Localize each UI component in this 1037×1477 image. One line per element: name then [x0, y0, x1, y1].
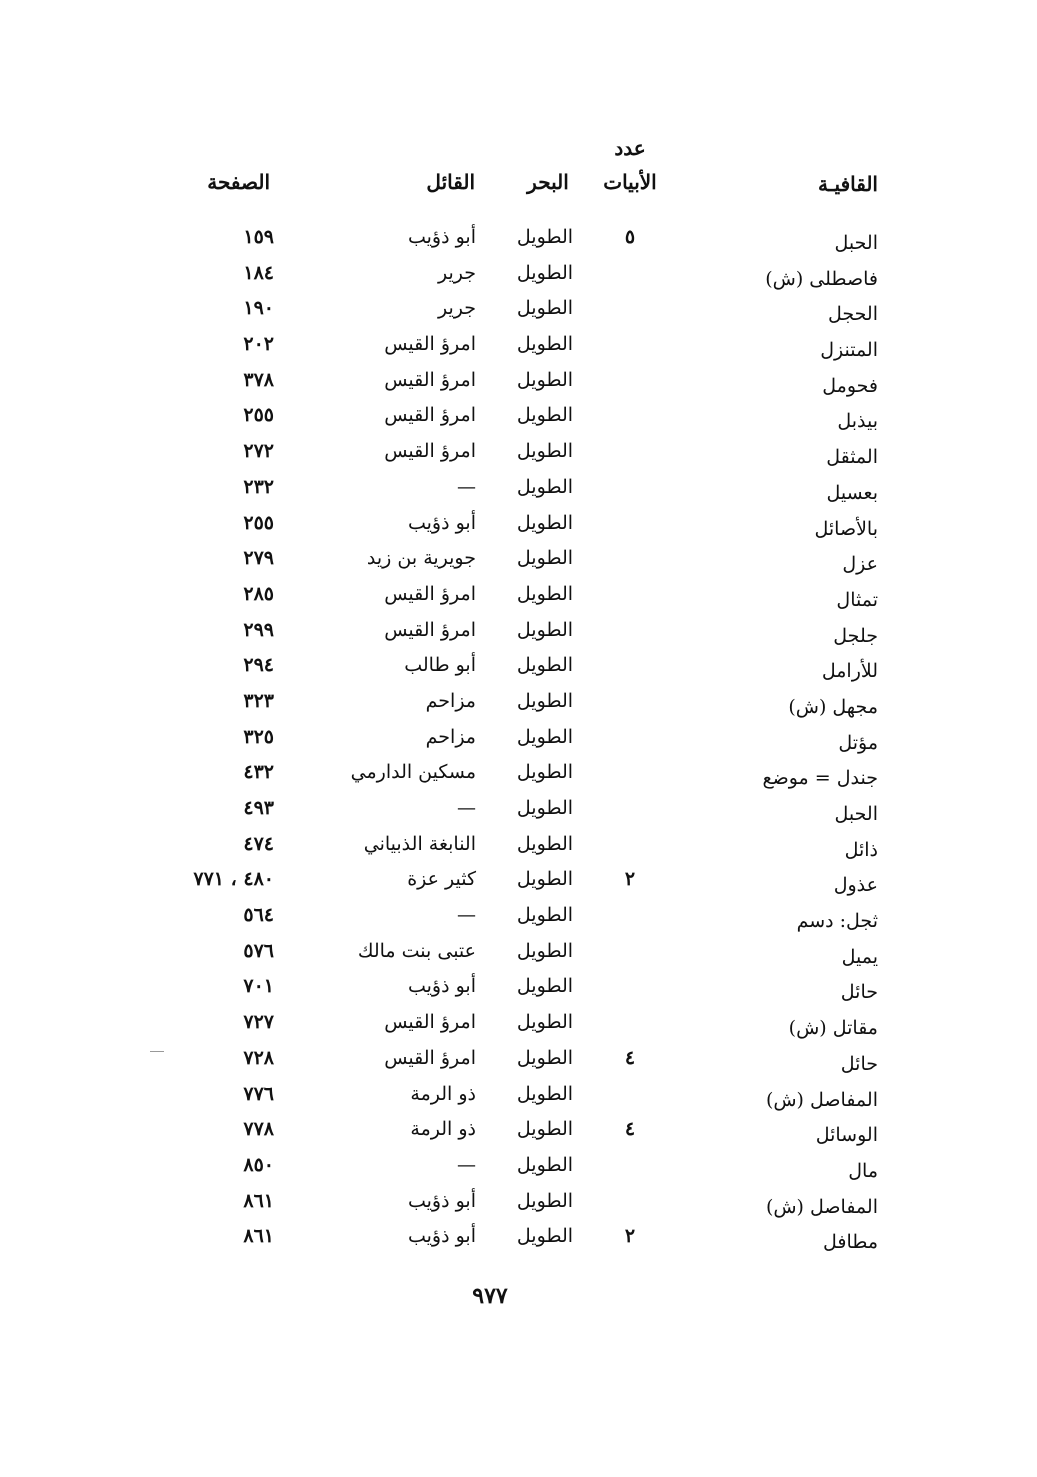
cell-bahr: الطويل	[516, 689, 574, 712]
cell-bahr: الطويل	[516, 904, 574, 927]
table-row	[0, 1011, 1037, 1047]
cell-qafia: المتنزل	[820, 339, 878, 362]
cell-qail: —	[457, 904, 476, 927]
cell-qafia: مطافل	[822, 1231, 878, 1254]
index-table	[0, 226, 1037, 1261]
cell-page: ٢٧٩	[243, 547, 274, 570]
header-qafia: القافيـة	[817, 172, 878, 196]
cell-qail: جرير	[438, 297, 476, 320]
cell-qafia: بعسيل	[826, 481, 878, 504]
cell-count: ٢	[624, 1225, 636, 1248]
cell-qail: كثير عزة	[407, 868, 476, 891]
cell-qail: مزاحم	[425, 689, 476, 712]
cell-page: ١٥٩	[243, 226, 274, 248]
cell-page: ٥٧٦	[243, 939, 274, 962]
cell-qail: عتبى بنت مالك	[357, 939, 476, 962]
cell-page: ٢٨٥	[243, 582, 274, 605]
table-row	[0, 333, 1037, 369]
cell-page: ٢٣٢	[243, 475, 274, 498]
table-row	[0, 1225, 1037, 1261]
cell-bahr: الطويل	[516, 547, 574, 570]
table-row	[0, 1047, 1037, 1083]
cell-qail: مزاحم	[425, 725, 476, 748]
cell-qafia: ذائل	[844, 838, 878, 861]
cell-qafia: المفاصل (ش)	[765, 1195, 878, 1218]
cell-page: ٣٢٥	[243, 725, 274, 748]
cell-page: ٢٥٥	[243, 404, 274, 427]
header-page: الصفحة	[207, 170, 270, 194]
cell-qafia: الحجل	[828, 303, 878, 326]
cell-count: ٤	[624, 1046, 636, 1069]
cell-bahr: الطويل	[516, 761, 574, 784]
cell-page: ٨٥٠	[243, 1153, 274, 1176]
cell-qafia: مال	[848, 1159, 878, 1182]
cell-count: ٢	[624, 868, 636, 891]
cell-qail: أبو ذؤيب	[407, 226, 476, 248]
cell-bahr: الطويل	[516, 297, 574, 320]
cell-page: ٤٧٤	[243, 832, 274, 855]
cell-qafia: الوسائل	[815, 1124, 878, 1147]
table-row	[0, 940, 1037, 976]
cell-qafia: تمثال	[836, 588, 878, 611]
cell-qafia: بيذبل	[837, 410, 878, 433]
table-row	[0, 833, 1037, 869]
cell-bahr: الطويل	[516, 333, 574, 356]
cell-qail: —	[457, 475, 476, 498]
cell-qail: أبو ذؤيب	[407, 511, 476, 534]
cell-bahr: الطويل	[516, 797, 574, 819]
cell-qafia: جندل = موضع	[762, 767, 878, 790]
cell-bahr: الطويل	[516, 261, 574, 284]
table-row	[0, 476, 1037, 512]
cell-bahr: الطويل	[516, 618, 574, 641]
table-row	[0, 369, 1037, 405]
cell-qail: مسكين الدارمي	[350, 761, 476, 784]
cell-qail: —	[457, 1153, 476, 1176]
cell-page: ١٩٠	[243, 297, 274, 320]
cell-page: ٧٠١	[243, 975, 274, 998]
table-row	[0, 904, 1037, 940]
cell-bahr: الطويل	[516, 1225, 574, 1248]
table-row	[0, 547, 1037, 583]
cell-qail: أبو طالب	[404, 654, 476, 677]
header-bahr: البحر	[527, 170, 569, 194]
cell-page: ٢٠٢	[243, 333, 274, 356]
cell-qafia: يميل	[841, 945, 878, 968]
cell-qafia: مجهل (ش)	[788, 695, 878, 718]
cell-page: ٢٩٤	[243, 654, 274, 677]
cell-qail: امرؤ القيس	[384, 404, 476, 427]
cell-page: ٨٦١	[243, 1225, 274, 1248]
table-row	[0, 726, 1037, 762]
cell-page: ٢٥٥	[243, 511, 274, 534]
table-row	[0, 690, 1037, 726]
cell-page: ٧٢٨	[243, 1046, 274, 1069]
cell-bahr: الطويل	[516, 511, 574, 534]
cell-bahr: الطويل	[516, 868, 574, 891]
cell-qail: أبو ذؤيب	[407, 1225, 476, 1248]
cell-qail: امرؤ القيس	[384, 582, 476, 605]
cell-qafia: الحبل	[834, 803, 878, 825]
cell-bahr: الطويل	[516, 1082, 574, 1105]
cell-page: ٨٦١	[243, 1189, 274, 1212]
table-row	[0, 226, 1037, 262]
cell-bahr: الطويل	[516, 582, 574, 605]
table-row	[0, 797, 1037, 833]
cell-bahr: الطويل	[516, 832, 574, 855]
cell-qafia: جلجل	[833, 624, 878, 647]
cell-bahr: الطويل	[516, 226, 574, 248]
cell-bahr: الطويل	[516, 475, 574, 498]
header-count-top: عدد	[614, 136, 646, 160]
page-number: ٩٧٧	[472, 1283, 508, 1309]
cell-count: ٤	[624, 1118, 636, 1141]
table-row	[0, 1190, 1037, 1226]
cell-qail: —	[457, 797, 476, 819]
cell-bahr: الطويل	[516, 368, 574, 391]
cell-bahr: الطويل	[516, 1189, 574, 1212]
cell-qail: امرؤ القيس	[384, 618, 476, 641]
cell-bahr: الطويل	[516, 725, 574, 748]
cell-qafia: حائل	[840, 981, 878, 1004]
cell-qail: امرؤ القيس	[384, 333, 476, 356]
cell-qafia: مقاتل (ش)	[788, 1017, 878, 1040]
cell-bahr: الطويل	[516, 654, 574, 677]
cell-page: ٧٧٨	[243, 1118, 274, 1141]
cell-qail: جرير	[438, 261, 476, 284]
cell-page: ١٨٤	[243, 261, 274, 284]
table-row	[0, 1083, 1037, 1119]
table-row	[0, 404, 1037, 440]
cell-page: ٤٩٣	[243, 797, 274, 819]
cell-qail: امرؤ القيس	[384, 440, 476, 463]
cell-bahr: الطويل	[516, 1153, 574, 1176]
cell-qail: ذو الرمة	[410, 1082, 476, 1105]
table-row	[0, 761, 1037, 797]
header-count: الأبيات	[603, 170, 657, 194]
cell-page: ٢٧٢	[243, 440, 274, 463]
cell-qail: امرؤ القيس	[384, 1011, 476, 1034]
cell-bahr: الطويل	[516, 975, 574, 998]
cell-qafia: عزل	[842, 553, 878, 576]
cell-count: ٥	[624, 226, 636, 248]
table-row	[0, 1154, 1037, 1190]
cell-qafia: حائل	[840, 1052, 878, 1075]
cell-qafia: مؤتل	[838, 731, 878, 754]
cell-page: ٣٧٨	[243, 368, 274, 391]
cell-qail: جويرية بن زيد	[366, 547, 476, 570]
cell-page: ٢٩٩	[243, 618, 274, 641]
cell-qail: امرؤ القيس	[384, 368, 476, 391]
table-row	[0, 654, 1037, 690]
cell-qail: النابغة الذبياني	[363, 832, 476, 855]
cell-bahr: الطويل	[516, 404, 574, 427]
table-row	[0, 975, 1037, 1011]
cell-bahr: الطويل	[516, 1118, 574, 1141]
cell-qafia: المفاصل (ش)	[765, 1088, 878, 1111]
cell-qail: أبو ذؤيب	[407, 1189, 476, 1212]
table-row	[0, 583, 1037, 619]
cell-qafia: ثجل: دسم	[796, 910, 878, 933]
cell-bahr: الطويل	[516, 939, 574, 962]
table-row	[0, 440, 1037, 476]
header-qail: القائل	[426, 170, 475, 194]
cell-page: ٧٧٦	[243, 1082, 274, 1105]
table-row	[0, 262, 1037, 298]
cell-qail: امرؤ القيس	[384, 1046, 476, 1069]
cell-qafia: المثقل	[826, 446, 878, 469]
table-row	[0, 512, 1037, 548]
table-row	[0, 619, 1037, 655]
table-row	[0, 297, 1037, 333]
cell-bahr: الطويل	[516, 1046, 574, 1069]
cell-page: ٤٣٢	[243, 761, 274, 784]
cell-page: ٣٢٣	[243, 689, 274, 712]
cell-qail: ذو الرمة	[410, 1118, 476, 1141]
cell-qafia: الحبل	[834, 232, 878, 254]
cell-bahr: الطويل	[516, 1011, 574, 1034]
cell-qail: أبو ذؤيب	[407, 975, 476, 998]
cell-qafia: فحومل	[822, 374, 878, 397]
cell-qafia: عذول	[833, 874, 878, 897]
cell-bahr: الطويل	[516, 440, 574, 463]
cell-page: ٤٨٠ ، ٧٧١	[193, 868, 274, 891]
cell-page: ٧٢٧	[243, 1011, 274, 1034]
cell-page: ٥٦٤	[243, 904, 274, 927]
table-row	[0, 1118, 1037, 1154]
cell-qafia: فاصطلى (ش)	[765, 267, 878, 290]
cell-qafia: للأرامل	[821, 660, 878, 683]
table-row	[0, 868, 1037, 904]
margin-mark	[150, 1051, 164, 1052]
cell-qafia: بالأصائل	[814, 517, 878, 540]
